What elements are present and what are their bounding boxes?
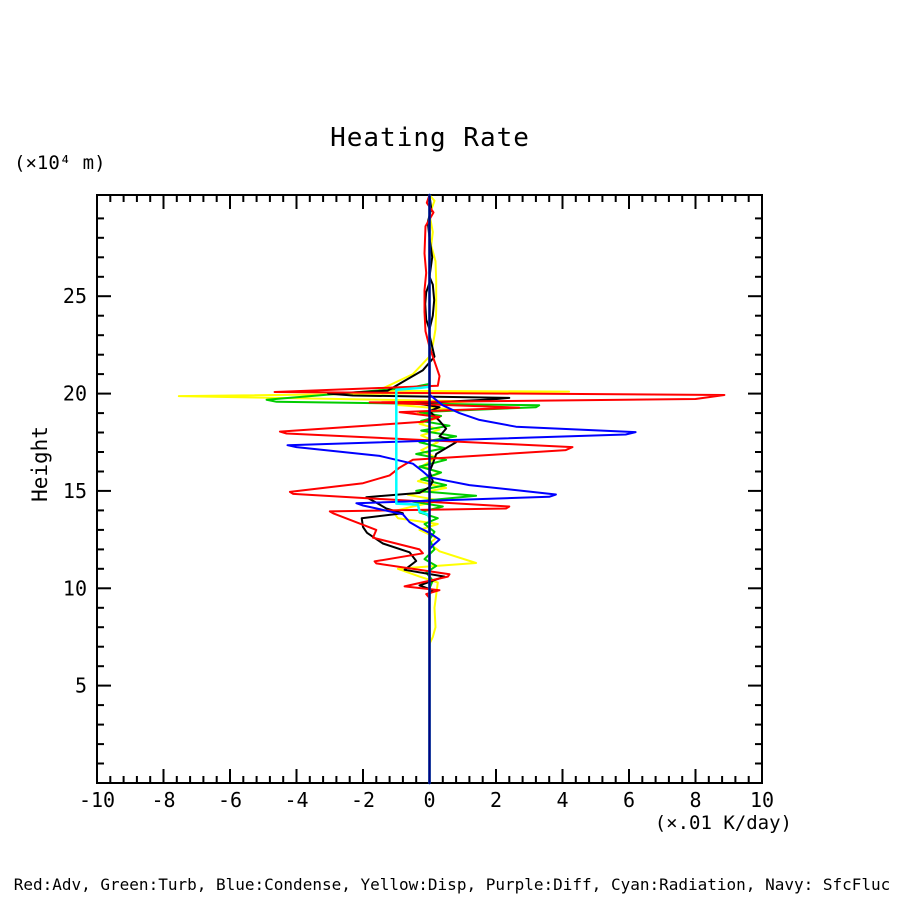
x-tick-label: -2 [350,788,376,812]
y-tick-label: 15 [62,478,87,503]
y-axis-title: Height [28,426,52,502]
chart-title: Heating Rate [330,123,530,153]
x-tick-label: 0 [423,788,436,812]
x-tick-label: -6 [217,788,243,812]
y-axis-unit-label: (×10⁴ m) [14,152,106,174]
y-tick-label: 10 [62,576,87,601]
tick-labels [63,284,774,812]
x-tick-label: -4 [284,788,309,812]
x-tick-label: -10 [78,788,116,812]
y-tick-label: 5 [74,673,87,698]
x-tick-label: 8 [689,788,702,812]
x-tick-label: -8 [151,788,176,812]
x-tick-label: 2 [489,788,503,812]
y-tick-label: 25 [62,284,87,309]
x-axis-unit-label: (×.01 K/day) [654,812,792,834]
series-condense-line [288,195,636,783]
x-tick-label: 4 [556,788,569,812]
legend-caption: Red:Adv, Green:Turb, Blue:Condense, Yellow:Disp, Purple:Diff, Cyan:Radiation, Navy: SfcFluc [13,875,891,894]
y-tick-label: 20 [62,381,87,406]
x-tick-label: 10 [749,788,775,812]
x-tick-label: 6 [622,788,636,812]
series-diff-line [328,195,509,783]
